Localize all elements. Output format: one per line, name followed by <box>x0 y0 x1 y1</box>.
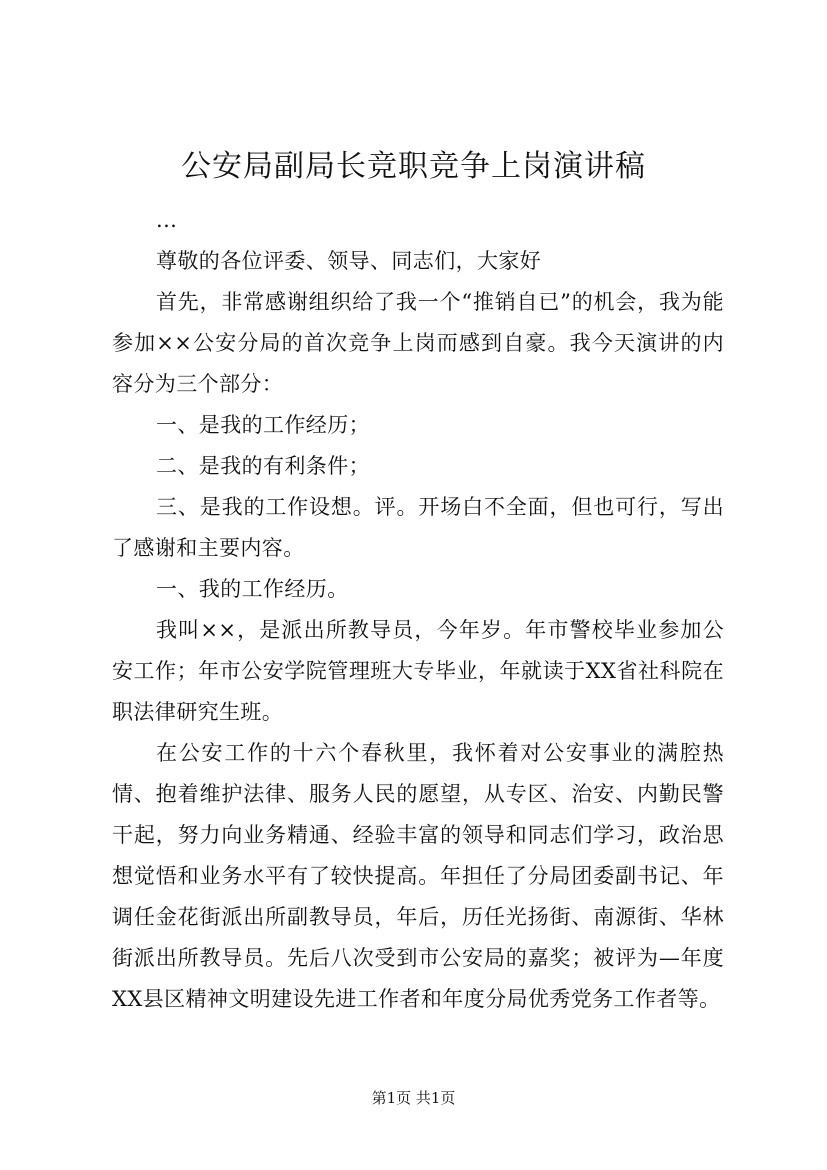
opening-paragraph: 首先，非常感谢组织给了我一个“推销自已”的机会，我为能参加××公安分局的首次竞争上岗而感到自豪。我今天演讲的内容分为三个部分： <box>112 290 724 396</box>
document-body <box>112 200 724 1020</box>
outline-item-1: 一、是我的工作经历； <box>156 413 370 437</box>
outline-item-3: 三、是我的工作设想。评。开场白不全面，但也可行，写出了感谢和主要内容。 <box>112 495 724 560</box>
background-paragraph: 我叫××，是派出所教导员，今年岁。年市警校毕业参加公安工作；年市公安学院管理班大专毕业，年就读于XX省社科院在职法律研究生班。 <box>112 618 724 724</box>
section-heading: 一、我的工作经历。 <box>156 577 349 601</box>
career-paragraph: 在公安工作的十六个春秋里，我怀着对公安事业的满腔热情、抱着维护法律、服务人民的愿望，从专区、治安、内勤民警干起，努力向业务精通、经验丰富的领导和同志们学习，政治思想觉悟和业务水平有了较快提高。年担任了分局团委副书记、年调任金花街派出所副教导员，年后，历任光扬街、南源街、华林街派出所教导员。先后八次受到市公安局的嘉奖；被评为—年度XX县区精神文明建设先进工作者和年度分局优秀党务工作者等。 <box>112 741 724 1011</box>
page-footer: 第1页 共1页 <box>371 1089 456 1107</box>
outline-item-2: 二、是我的有利条件； <box>156 454 370 478</box>
ellipsis-line: ... <box>156 208 178 232</box>
document-title: 公安局副局长竞职竞争上岗演讲稿 <box>181 149 646 184</box>
greeting-paragraph: 尊敬的各位评委、领导、同志们，大家好 <box>156 249 542 273</box>
